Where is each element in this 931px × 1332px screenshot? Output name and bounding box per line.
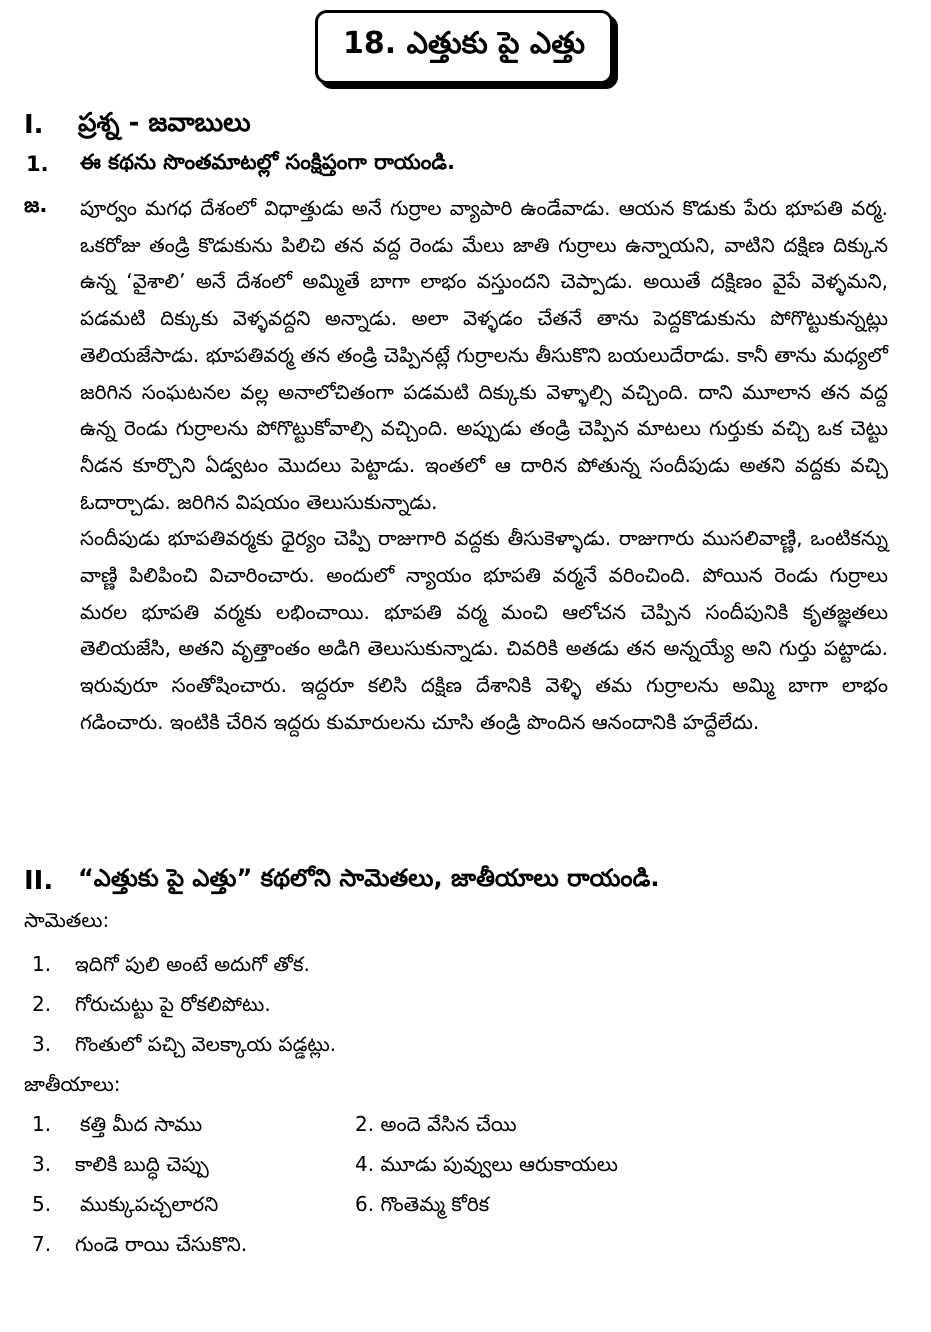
idiom-number: 5. <box>32 1192 52 1216</box>
answer-body <box>80 190 888 741</box>
proverb-number: 2. <box>32 992 52 1016</box>
idiom-text: 4. మూడు పువ్వులు ఆరుకాయలు <box>355 1152 618 1176</box>
proverb-text: గోరుచుట్టు పై రోకలిపోటు. <box>75 992 271 1016</box>
idiom-text: కాలికి బుద్ధి చెప్పు <box>75 1152 209 1176</box>
idiom-number: 7. <box>32 1232 52 1256</box>
idioms-heading: జాతీయాలు: <box>24 1072 121 1096</box>
proverb-text: గొంతులో పచ్చి వెలక్కాయ పడ్డట్లు. <box>75 1032 337 1056</box>
idiom-text: గుండె రాయి చేసుకొని. <box>75 1232 248 1256</box>
idiom-text: ముక్కుపచ్చలారని <box>80 1192 219 1216</box>
section-2-heading: “ఎత్తుకు పై ఎత్తు” కథలోని సామెతలు, జాతీయాలు రాయండి. <box>78 864 660 892</box>
proverb-text: ఇదిగో పులి అంటే అదుగో తోక. <box>75 952 310 976</box>
proverb-number: 3. <box>32 1032 52 1056</box>
answer-label: జ. <box>24 193 48 217</box>
idiom-number: 1. <box>32 1112 52 1136</box>
answer-paragraph-1: పూర్వం మగధ దేశంలో విధాత్తుడు అనే గుర్రాల వ్యాపారి ఉండేవాడు. ఆయన కొడుకు పేరు భూపతి వర్మ. ఒకరోజు తండ్రి కొడుకును పిలిచి తన వద్ద రెండు మేలు జాతి గుర్రాలు ఉన్నాయని, వాటిని దక్షిణ దిక్కున ఉన్న ‘వైశాలి’ అనే దేశంలో అమ్మితే బాగా లాభం వస్తుందని చెప్పాడు. అయితే దక్షిణం వైపే వెళ్ళమని, పడమటి దిక్కుకు వెళ్ళవద్దని అన్నాడు. అలా వెళ్ళడం చేతనే తాను పెద్దకొడుకును పోగొట్టుకున్నట్లు తెలియజేసాడు. భూపతివర్మ తన తండ్రి చెప్పినట్లే గుర్రాలను తీసుకొని బయలుదేరాడు. కానీ తాను మధ్యలో జరిగిన సంఘటనల వల్ల అనాలోచితంగా పడమటి దిక్కుకు వెళ్ళాల్సి వచ్చింది. దాని మూలాన తన వద్ద ఉన్న రెండు గుర్రాలను పోగొట్టుకోవాల్సి వచ్చింది. అప్పుడు తండ్రి చెప్పిన మాటలు గుర్తుకు వచ్చి ఒక చెట్టు నీడన కూర్చొని ఏడ్వటం మొదలు పెట్టాడు. ఇంతలో ఆ దారిన పోతున్న సందీపుడు అతని వద్దకు వచ్చి ఓదార్చాడు. జరిగిన విషయం తెలుసుకున్నాడు. <box>80 196 888 514</box>
question-text: ఈ కథను సొంతమాటల్లో సంక్షిప్తంగా రాయండి. <box>80 150 455 174</box>
section-1-number: I. <box>24 110 44 140</box>
section-1-heading: ప్రశ్న - జవాబులు <box>78 108 251 138</box>
chapter-title <box>315 10 613 84</box>
section-2-number: II. <box>24 866 54 896</box>
chapter-title-text: 18. ఎత్తుకు పై ఎత్తు <box>343 26 585 61</box>
idiom-text: 2. అందె వేసిన చేయి <box>355 1112 517 1136</box>
proverbs-heading: సామెతలు: <box>24 908 110 932</box>
idiom-number: 3. <box>32 1152 52 1176</box>
answer-paragraph-2: సందీపుడు భూపతివర్మకు ధైర్యం చెప్పి రాజుగారి వద్దకు తీసుకెళ్ళాడు. రాజుగారు ముసలివాణ్ణి, ఒంటికన్ను వాణ్ణి పిలిపించి విచారించారు. అందులో న్యాయం భూపతి వర్మనే వరించింది. పోయిన రెండు గుర్రాలు మరల భూపతి వర్మకు లభించాయి. భూపతి వర్మ మంచి ఆలోచన చెప్పిన సందీపునికి కృతజ్ఞతలు తెలియజేసి, అతని వృత్తాంతం అడిగి తెలుసుకున్నాడు. చివరికి అతడు తన అన్నయ్యే అని గుర్తు పట్టాడు. ఇరువురూ సంతోషించారు. ఇద్దరూ కలిసి దక్షిణ దేశానికి వెళ్ళి తమ గుర్రాలను అమ్మి బాగా లాభం గడించారు. ఇంటికి చేరిన ఇద్దరు కుమారులను చూసి తండ్రి పొందిన ఆనందానికి హద్దేలేదు. <box>80 526 888 734</box>
question-number: 1. <box>26 152 49 176</box>
idiom-text: కత్తి మీద సాము <box>80 1112 203 1136</box>
idiom-text: 6. గొంతెమ్మ కోరిక <box>355 1192 490 1216</box>
proverb-number: 1. <box>32 952 52 976</box>
